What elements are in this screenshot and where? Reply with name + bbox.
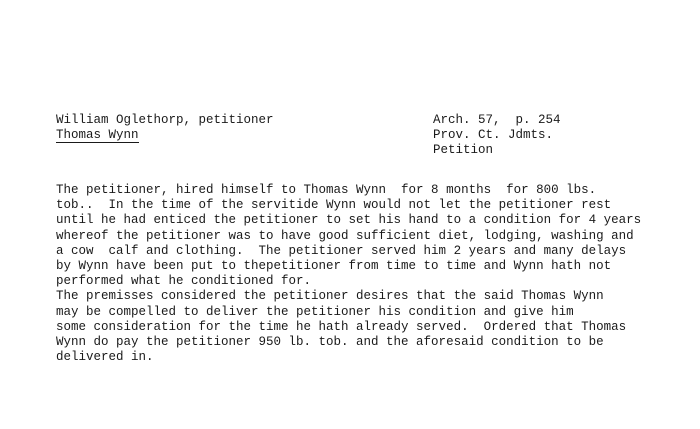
body-line: performed what he conditioned for. [56, 274, 312, 289]
body-line: tob.. In the time of the servitide Wynn would not let the petitioner rest [56, 198, 612, 213]
body-line: some consideration for the time he hath already served. Ordered that Thomas [56, 319, 627, 334]
body-line: by Wynn have been put to thepetitioner from time to time and Wynn hath not [56, 259, 612, 274]
respondent-name: Thomas Wynn [56, 128, 139, 142]
body-line: a cow calf and clothing. The petitioner served him 2 years and many delays [56, 243, 627, 258]
body-line: delivered in. [56, 350, 154, 365]
archive-citation [433, 113, 561, 158]
case-parties [56, 113, 274, 143]
body-line: whereof the petitioner was to have good sufficient diet, lodging, washing and [56, 228, 634, 243]
body-line: until he had enticed the petitioner to set his hand to a condition for 4 years [56, 213, 642, 228]
citation-type: Petition [433, 143, 494, 157]
petitioner-name: William Oglethorp, petitioner [56, 113, 274, 127]
citation-volume-page: Arch. 57, p. 254 [433, 113, 561, 127]
body-line: may be compelled to deliver the petitioner his condition and give him [56, 304, 574, 319]
body-line: Wynn do pay the petitioner 950 lb. tob. and the aforesaid condition to be [56, 335, 604, 350]
body-line: The petitioner, hired himself to Thomas Wynn for 8 months for 800 lbs. [56, 183, 597, 197]
body-line: The premisses considered the petitioner desires that the said Thomas Wynn [56, 289, 604, 304]
petition-body [56, 183, 646, 365]
citation-court: Prov. Ct. Jdmts. [433, 128, 554, 142]
